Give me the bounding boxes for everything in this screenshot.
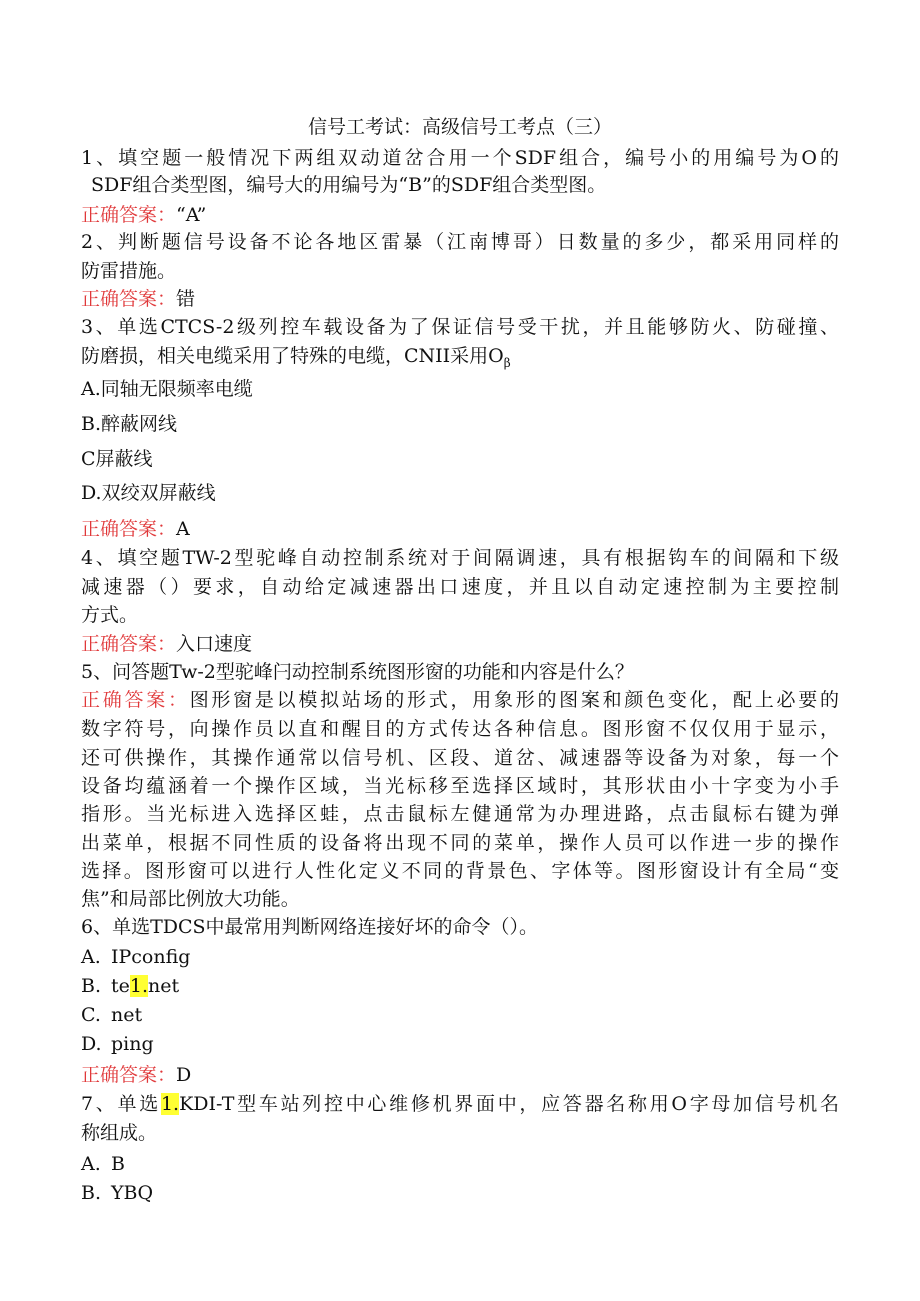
q5-answer-line-1 xyxy=(81,687,839,713)
q4-answer-value: 入口速度 xyxy=(176,633,253,655)
q2-line-2: 防雷措施。 xyxy=(81,260,177,282)
q2-answer xyxy=(81,286,195,312)
answer-label: 正确答案： xyxy=(81,518,177,540)
q5-answer-line-6: 出菜单，根据不同性质的设备将出现不同的菜单，操作人员可以作进一步的操作 xyxy=(81,832,839,854)
q1-line-2: SDF组合类型图，编号大的用编号为“B”的SDF组合类型图。 xyxy=(91,174,607,196)
q7-line-1 xyxy=(81,1091,839,1117)
q5-answer-text-1: 图形窗是以模拟站场的形式，用象形的图案和颜色变化，配上必要的 xyxy=(189,689,839,711)
q6-option-a xyxy=(81,944,190,970)
q4-line-1: 4、填空题TW-2型驼峰自动控制系统对于间隔调速，具有根据钩车的间隔和下级 xyxy=(81,547,839,569)
q6-option-b-post: net xyxy=(148,975,180,997)
q6-option-a-text: IPconfig xyxy=(111,946,191,968)
q1-answer-value: “A” xyxy=(176,204,207,226)
answer-label: 正确答案： xyxy=(81,633,177,655)
q7-line-2: 称组成。 xyxy=(81,1122,158,1144)
q3-option-c: C屏蔽线 xyxy=(81,448,153,470)
q7-line-1-pre: 7、单选 xyxy=(81,1093,161,1115)
q3-answer-value: A xyxy=(176,518,190,540)
q6-answer xyxy=(81,1062,191,1088)
q6-option-c-text: net xyxy=(111,1004,143,1026)
option-letter: A. xyxy=(81,946,101,968)
q3-line-1: 3、单选CTCS-2级列控车载设备为了保证信号受干扰，并且能够防火、防碰撞、 xyxy=(81,316,839,338)
q4-line-3: 方式。 xyxy=(81,604,139,626)
option-letter: A. xyxy=(81,1153,101,1175)
q3-option-a: A.同轴无限频率电缆 xyxy=(81,378,253,400)
option-letter: B. xyxy=(81,1182,102,1204)
q5-answer-line-2: 数字符号，向操作员以直和醒目的方式传达各种信息。图形窗不仅仅用于显示， xyxy=(81,718,839,740)
q4-line-2: 减速器（）要求，自动给定减速器出口速度，并且以自动定速控制为主要控制 xyxy=(81,576,839,598)
answer-label: 正确答案： xyxy=(81,689,190,711)
q5-answer-line-7: 选择。图形窗可以进行人性化定义不同的背景色、字体等。图形窗设计有全局“变 xyxy=(81,860,839,882)
q4-answer xyxy=(81,631,252,657)
q3-line-2-text: 防磨损，相关电缆采用了特殊的电缆，CNII采用O xyxy=(81,345,504,367)
q6-option-c xyxy=(81,1002,142,1028)
q6-option-b-pre: te xyxy=(111,975,130,997)
q6-option-b xyxy=(81,973,179,999)
q7-option-b-text: YBQ xyxy=(111,1182,154,1204)
q6-answer-value: D xyxy=(176,1064,192,1086)
q7-option-b xyxy=(81,1180,153,1206)
q3-subscript: β xyxy=(503,355,511,370)
q7-line-1-post: KDI-T型车站列控中心维修机界面中，应答器名称用O字母加信号机名 xyxy=(179,1093,839,1115)
q1-line-1: 1、填空题一般情况下两组双动道岔合用一个SDF组合，编号小的用编号为O的 xyxy=(81,147,839,169)
q2-answer-value: 错 xyxy=(176,288,196,310)
q6-option-d-text: ping xyxy=(111,1033,154,1055)
q7-option-a xyxy=(81,1151,125,1177)
q5-answer-line-8: 焦”和局部比例放大功能。 xyxy=(81,888,300,910)
q7-option-a-text: B xyxy=(111,1153,125,1175)
q5-answer-line-4: 设备均蕴涵着一个操作区域，当光标移至选择区域时，其形状由小十字变为小手 xyxy=(81,775,839,797)
q2-line-1: 2、判断题信号设备不论各地区雷暴（江南博哥）日数量的多少，都采用同样的 xyxy=(81,231,839,253)
highlight-mark: 1. xyxy=(160,1093,180,1115)
page-title: 信号工考试：高级信号工考点（三） xyxy=(307,116,612,138)
q3-answer xyxy=(81,516,190,542)
q3-line-2 xyxy=(81,343,511,369)
q3-option-b: B.醉蔽网线 xyxy=(81,413,178,435)
answer-label: 正确答案： xyxy=(81,288,177,310)
highlight-mark: 1. xyxy=(129,975,149,997)
option-letter: D. xyxy=(81,1033,102,1055)
q6-line-1: 6、单选TDCS中最常用判断网络连接好坏的命令（）。 xyxy=(81,916,539,938)
q5-answer-line-3: 还可供操作，其操作通常以信号机、区段、道岔、减速器等设备为对象，每一个 xyxy=(81,747,839,769)
answer-label: 正确答案： xyxy=(81,1064,177,1086)
q5-line-1: 5、问答题Tw-2型驼峰闩动控制系统图形窗的功能和内容是什么？ xyxy=(81,661,634,683)
q3-option-d: D.双绞双屏蔽线 xyxy=(81,482,216,504)
q6-option-d xyxy=(81,1031,154,1057)
option-letter: B. xyxy=(81,975,102,997)
q1-answer xyxy=(81,202,206,228)
q5-answer-line-5: 指形。当光标进入选择区蛙，点击鼠标左健通常为办理进路，点击鼠标右键为弹 xyxy=(81,803,839,825)
option-letter: C. xyxy=(81,1004,101,1026)
answer-label: 正确答案： xyxy=(81,204,177,226)
